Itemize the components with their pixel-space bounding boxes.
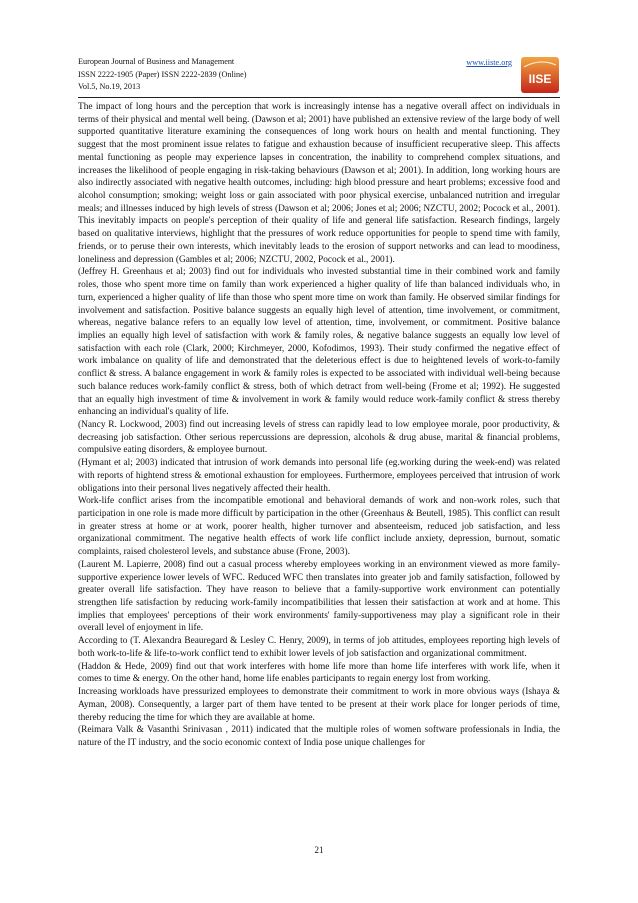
article-body <box>78 101 560 750</box>
paragraph-hymant: (Hymant et al; 2003) indicated that intrusion of work demands into personal life (eg.working during the week-end) was related with reports of hightend stress & emotional exhaustion for employees. Furthermore, employees perceived that intrusion of work obligations into their personal lives negatively affected their health. <box>78 458 560 494</box>
page-number: 21 <box>314 845 324 855</box>
paragraph-work-life-conflict: Work-life conflict arises from the incompatible emotional and behavioral demands of work and non-work roles, such that participation in one role is made more difficult by participation in the other (Greenhaus & Beutell, 1985). This conflict can result in greater stress at home or at work, poorer health, higher turnover and absenteeism, reduced job satisfaction, and less organizational commitment. The negative health effects of work life conflict include anxiety, depression, burnout, somatic complaints, raised cholesterol levels, and substance abuse (Frone, 2003). <box>78 496 560 558</box>
issn-line: ISSN 2222-1905 (Paper) ISSN 2222-2839 (Online) <box>78 69 247 79</box>
journal-title: European Journal of Business and Management <box>78 57 235 66</box>
paragraph-beauregard: According to (T. Alexandra Beauregard & Lesley C. Henry, 2009), in terms of job attitudes, employees reporting high levels of both work-to-life & life-to-work conflict tend to exhibit lower levels of job satisfaction and organizational commitment. <box>78 636 560 659</box>
page-header <box>78 56 560 98</box>
header-rule <box>78 97 560 98</box>
paragraph-greenhaus: (Jeffrey H. Greenhaus et al; 2003) find out for individuals who invested substantial time in their combined work and family roles, those who spent more time on family than work experienced a higher quality of life than balanced individuals who, in turn, experienced a higher quality of life than those who spent more time on work than family. He observed similar findings for involvement and satisfaction. Positive balance suggests an equally high level of attention, time involvement, or commitment, whereas, negative balance refers to an equally low level of attention, time, involvement, or commitment. Positive balance implies an equally high level of satisfaction with work & family roles, & negative balance suggests an equally low level of satisfaction with each role (Clark, 2000; Kirchmeyer, 2000, Kofodimos, 1993). Their study confirmed the negative effect of work imbalance on quality of life and demonstrated that the deleterious effect is due to heightened levels of work-to-family conflict & stress. A balance engagement in work & family roles is expected to be associated with individual well-being because such balance reduces work-family conflict & stress, both of which detract from well-being (Frome et al; 1992). He suggested that an equally high investment of time & involvement in work & family would reduce work-family conflict & stress thereby enhancing an individual's quality of life. <box>78 267 560 418</box>
journal-url-link[interactable]: www.iiste.org <box>466 58 512 67</box>
paragraph-long-hours: The impact of long hours and the perception that work is increasingly intense has a negative overall affect on individuals in terms of their physical and mental well being. (Dawson et al; 2001) have published an extensive review of the large body of well supported quantitative literature examining the consequences of long work hours on health and mental functioning. They suggest that the most prominent issue relates to fatigue and exhaustion because of insufficient recuperative sleep. This affects mental functioning as people may experience lapses in concentration, the inability to comprehend complex situations, and increases the likelihood of people engaging in risk-taking behaviours (Dawson et al; 2001). In addition, long working hours are also indirectly associated with negative health outcomes, including: high blood pressure and heart problems; excessive food and alcohol consumption; smoking; weight loss or gain associated with poor physical exercise, unbalanced nutrition and irregular meals; and illnesses induced by high levels of stress (Dawson et al; 2006; Jones et al; 2006; NZCTU, 2002; Pocock et al., 2001). This inevitably impacts on people's perception of their quality of life and general life satisfaction. Research findings, largely based on qualitative interviews, highlight that the pressures of work reduce opportunities for people to spend time with family, friends, or to peruse their own interests, which inevitably leads to the erosion of support networks and can lead to moodiness, loneliness and depression (Gambles et al; 2006; NZCTU, 2002, Pocock et al., 2001). <box>78 102 560 265</box>
paragraph-haddon: (Haddon & Hede, 2009) find out that work interferes with home life more than home life interferes with work life, when it comes to time & energy. On the other hand, home life enables participants to regain energy lost from working. <box>78 661 560 685</box>
volume-line: Vol.5, No.19, 2013 <box>78 82 141 91</box>
svg-text:IISE: IISE <box>528 72 552 86</box>
paragraph-lapierre: (Laurent M. Lapierre, 2008) find out a casual process whereby employees working in an environment viewed as more family-supportive experience lower levels of WFC. Reduced WFC then translates into greater job and family satisfaction, followed by greater overall life satisfaction. They have reason to believe that a family-supportive work environment can potentially strengthen life satisfaction by reducing work-family incompatibilities that lessen their satisfaction at work and at home. This implies that employees' perceptions of their work environments' family-supportiveness may play a significant role in their overall level of enjoyment in life. <box>78 559 560 634</box>
paragraph-lockwood: (Nancy R. Lockwood, 2003) find out increasing levels of stress can rapidly lead to low employee morale, poor productivity, & decreasing job satisfaction. Other serious repercussions are depression, alcohols & drug abuse, marital & financial problems, compulsive eating disorders, & employee burnout. <box>78 419 560 456</box>
iiste-logo <box>520 56 560 94</box>
paragraph-valk: (Reimara Valk & Vasanthi Srinivasan , 2011) indicated that the multiple roles of women software professionals in India, the nature of the IT industry, and the socio economic context of India pose unique challenges for <box>78 725 560 748</box>
paragraph-workloads: Increasing workloads have pressurized employees to demonstrate their commitment to work in more obvious ways (Ishaya & Ayman, 2008). Consequently, a larger part of them have tented to be present at their work place for longer periods of time, thereby reducing the time for which they are available at home. <box>78 687 560 723</box>
